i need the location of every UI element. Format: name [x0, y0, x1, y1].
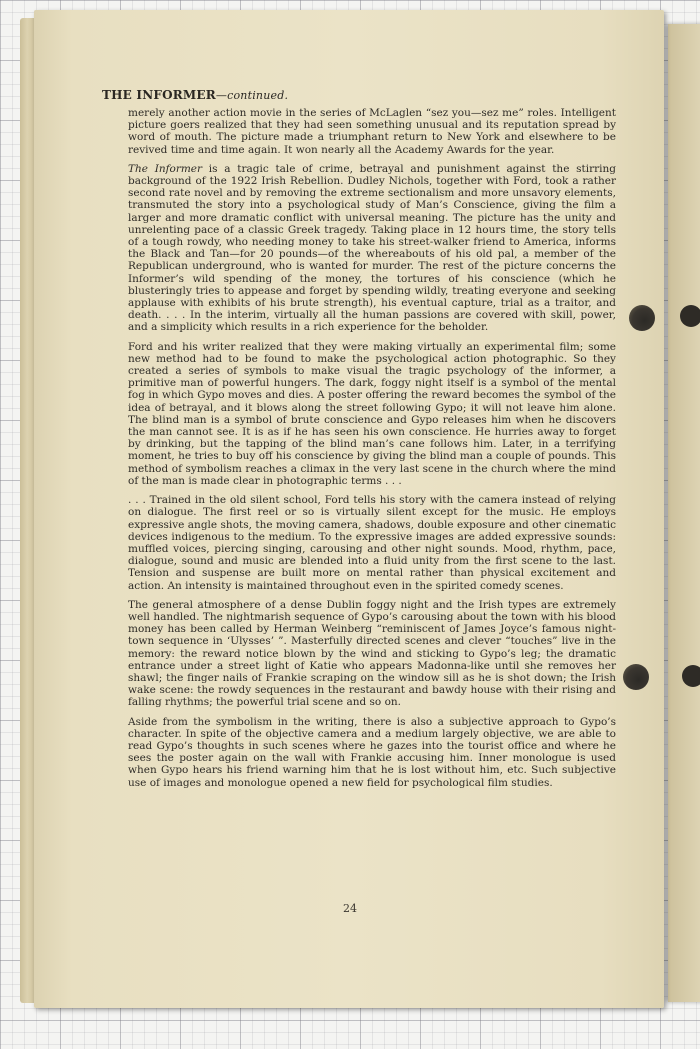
paragraph: Ford and his writer realized that they were making virtually an experimental film; some new method had to be found to make the psychological action photographic. So they created a series of symbols to make visual the tragic psychology of the informer, a primitive man of powerful hungers. The dark, foggy night itself is a symbol of the mental fog in which Gypo moves and dies. A poster offering the reward becomes the symbol of the idea of betrayal, and it blows along the street following Gypo; it will not leave him alone. The blind man is a symbol of brute conscience and Gypo releases him when he discovers the man cannot see. It is as if he has seen his own conscience. He hurries away to forget by drinking, but the tapping of the blind man’s cane follows him. Later, in a terrifying moment, he tries to buy off his conscience by giving the blind man a couple of pounds. This method of symbolism reaches a climax in the very last scene in the church where the mind of the man is made clear in photographic terms . . . [128, 340, 616, 487]
next-page-edge [668, 24, 700, 1002]
page-number: 24 [343, 902, 357, 915]
heading-continued: —continued. [215, 89, 289, 102]
paragraph: Aside from the symbolism in the writing, there is also a subjective approach to Gypo’s character. In spite of the objective camera and a medium largely objective, we are able to read Gypo’s thoughts in such scenes where he gazes into the tourist office and where he sees the poster again on the wall with Frankie accusing him. Inner monologue is used when Gypo hears his friend warning him that he is lost without him, etc. Such subjective use of images and monologue opened a new field for psychological film studies. [128, 715, 616, 789]
paragraph: The Informer is a tragic tale of crime, betrayal and punishment against the stirring background of the 1922 Irish Rebellion. Dudley Nichols, together with Ford, took a rather second rate novel and by removing the extreme sectionalism and more unsavory elements, transmuted the story into a psychological study of Man’s Conscience, giving the film a larger and more dramatic conflict with universal meaning. The picture has the unity and unrelenting pace of a classic Greek tragedy. Taking place in 12 hours time, the story tells of a tough rowdy, who needing money to take his street-walker friend to America, informs the Black and Tan—for 20 pounds—of the whereabouts of his old pal, a member of the Republican underground, who is wanted for murder. The rest of the picture concerns the Informer’s wild spending of the money, the tortures of his conscience (which he blusteringly tries to appease and forget by spending wildly, treating everyone and seeking applause with exhibits of his brute strength), his eventual capture, trial as a traitor, and death. . . . In the interim, virtually all the human passions are covered with skill, power, and a simplicity which results in a rich experience for the beholder. [128, 162, 616, 334]
punch-hole-right-lower [682, 665, 700, 687]
paragraph: . . . Trained in the old silent school, Ford tells his story with the camera instead of relying on dialogue. The first reel or so is virtually silent except for the music. He employs expressive angle shots, the moving camera, shadows, double exposure and other cinematic devices indigenous to the medium. To the expressive images are added expressive sounds: muffled voices, piercing singing, carousing and other night sounds. Mood, rhythm, pace, dialogue, sound and music are blended into a fluid unity from the first scene to the last. Tension and suspense are built more on mental rather than physical excitement and action. An intensity is maintained throughout even in the spirited comedy scenes. [128, 494, 616, 592]
paragraph: merely another action movie in the series of McLaglen “sez you—sez me” roles. Intelligent picture goers realized that they had seen something unusual and its reputation spread by word of mouth. The picture made a triumphant return to New York and elsewhere to be revived time and time again. It won nearly all the Academy Awards for the year. [128, 107, 616, 156]
punch-hole-lower [623, 664, 649, 690]
punch-hole-right-upper [680, 305, 700, 327]
punch-hole-upper [629, 305, 655, 331]
page-heading [102, 88, 288, 102]
film-title-italic: The Informer [128, 162, 203, 175]
heading-title: THE INFORMER [102, 88, 216, 102]
article-body [128, 107, 616, 796]
paragraph: The general atmosphere of a dense Dublin foggy night and the Irish types are extremely well handled. The nightmarish sequence of Gypo’s carousing about the town with his blood money has been called by Herman Weinberg “reminiscent of James Joyce’s famous night-town sequence in ‘Ulysses’ ”. Masterfully directed scenes and clever “touches” live in the memory: the reward notice blown by the wind and sticking to Gypo’s leg; the dramatic entrance under a street light of Katie who appears Madonna-like until she removes her shawl; the finger nails of Frankie scraping on the window sill as he is shot down; the Irish wake scene: the rowdy sequences in the restaurant and bawdy house with their rising and falling rhythms; the powerful trial scene and so on. [128, 598, 616, 709]
